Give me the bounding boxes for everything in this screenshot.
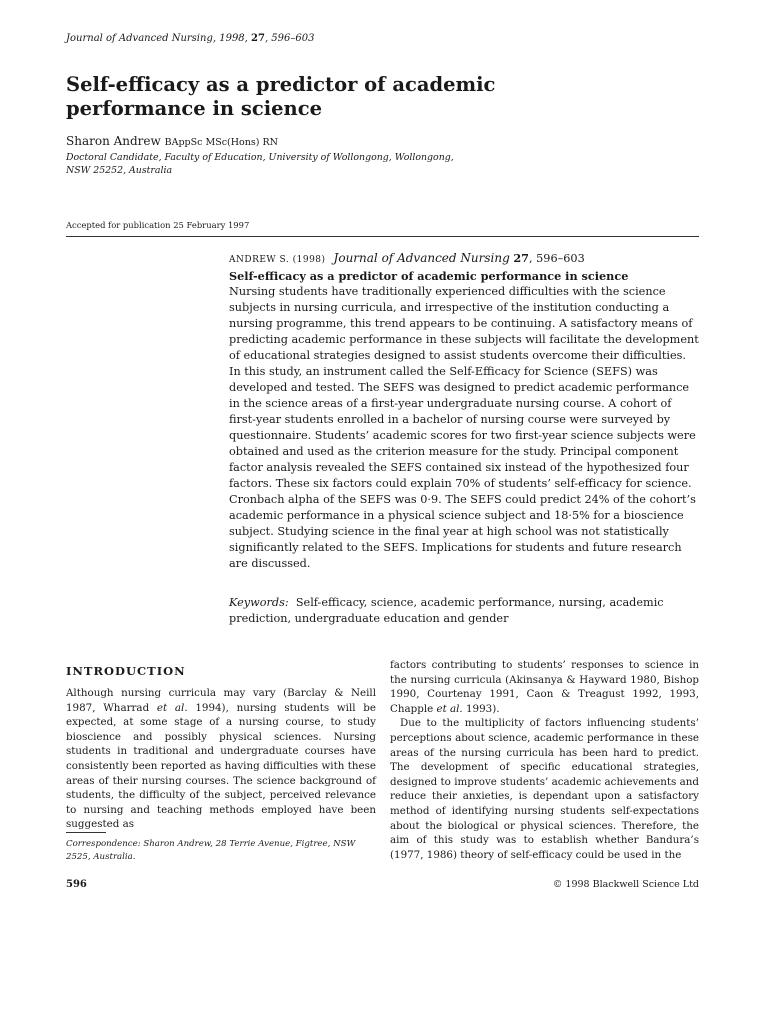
citation-volume: 27 [513,251,529,265]
intro-p1-cont-etal: et al. [436,702,463,715]
affiliation-line2: NSW 25252, Australia [66,165,173,176]
author-degrees: BAppSc MSc(Hons) RN [164,137,278,148]
article-title-line1: Self-efficacy as a predictor of academic [66,73,496,96]
citation-journal: Journal of Advanced Nursing [333,251,510,265]
article-title [66,73,586,121]
section-heading-introduction: INTRODUCTION [66,664,186,678]
intro-p1-etal: et al. [156,701,188,714]
intro-p1-text-b: 1994), nursing students will be expected, at some stage of a nursing course, to study bioscience and possibly physical sciences. Nursing students in traditional and undergraduate courses have consistently been reported as having difficulties with these areas of their nursing courses. The science background of students, the difficulty of the subject, perceived relevance to nursing and teaching methods employed have been suggested as [66,701,376,831]
intro-p1-cont-text-b: 1993). [462,702,500,715]
body-column-left [66,686,376,832]
journal-pages: , 596–603 [264,33,315,44]
abstract-citation [229,250,701,268]
journal-volume: 27 [251,33,265,44]
copyright: © 1998 Blackwell Science Ltd [552,879,699,890]
intro-p1-cont-text-a: factors contributing to students’ responses to science in the nursing curricula (Akinsanya & Hayward 1980, Bishop 1990, Courtenay 1991, Caon & Treagust 1992, 1993, Chapple [390,659,699,715]
citation-pages: , 596–603 [529,252,585,265]
intro-p1-text-a: Although nursing curricula may vary (Barclay & Neill 1987, Wharrad [66,687,376,714]
abstract [229,250,701,572]
footnote-divider [66,832,106,833]
author-name: Sharon Andrew [66,134,161,148]
affiliation-line1: Doctoral Candidate, Faculty of Education, University of Wollongong, Wollongong, [66,152,454,163]
body-column-right [390,658,699,862]
header-divider [66,236,699,237]
page-number: 596 [66,879,87,890]
keywords [229,595,701,627]
article-title-line2: performance in science [66,97,322,120]
keywords-label: Keywords: [229,596,289,609]
abstract-body: Nursing students have traditionally experienced difficulties with the science subjects in nursing curricula, and irrespective of the institution conducting a nursing programme, this trend appears to be continuing. A satisfactory means of predicting academic performance in these subjects will facilitate the development of educational strategies designed to assist students overcome their difficulties. In this study, an instrument called the Self-Efficacy for Science (SEFS) was developed and tested. The SEFS was designed to predict academic performance in the science areas of a first-year undergraduate nursing course. A cohort of first-year students enrolled in a bachelor of nursing course were surveyed by questionnaire. Students’ academic scores for two first-year science subjects were obtained and used as the criterion measure for the study. Principal component factor analysis revealed the SEFS contained six instead of the hypothesized four factors. These six factors could explain 70% of students’ self-efficacy for science. Cronbach alpha of the SEFS was 0·9. The SEFS could predict 24% of the cohort’s academic performance in a physical science subject and 18·5% for a bioscience subject. Studying science in the final year at high school was not statistically significantly related to the SEFS. Implications for students and future research are discussed. [229,285,699,570]
intro-paragraph-1-cont [390,658,699,716]
affiliation [66,151,486,177]
intro-paragraph-1 [66,686,376,832]
correspondence-footnote: Correspondence: Sharon Andrew, 28 Terrie Avenue, Figtree, NSW 2525, Australia. [66,839,356,862]
intro-paragraph-2: Due to the multiplicity of factors influencing students’ perceptions about science, academic performance in these areas of the nursing curricula has been hard to predict. The development of specific educational strategies, designed to improve students’ academic achievements and reduce their anxieties, is dependant upon a satisfactory method of identifying nursing students self-expectations about the biological or physical sciences. Therefore, the aim of this study was to establish whether Bandura’s (1977, 1986) theory of self-efficacy could be used in the [390,717,699,861]
abstract-title: Self-efficacy as a predictor of academic performance in science [229,269,629,283]
citation-author: ANDREW S. (1998) [229,255,326,265]
accepted-date: Accepted for publication 25 February 1997 [66,220,250,230]
journal-name: Journal of Advanced Nursing [66,33,213,44]
keywords-list: Self-efficacy, science, academic performance, nursing, academic prediction, undergraduate education and gender [229,596,664,625]
journal-year: , 1998, [212,33,252,44]
author [66,134,278,148]
running-head [66,33,314,44]
